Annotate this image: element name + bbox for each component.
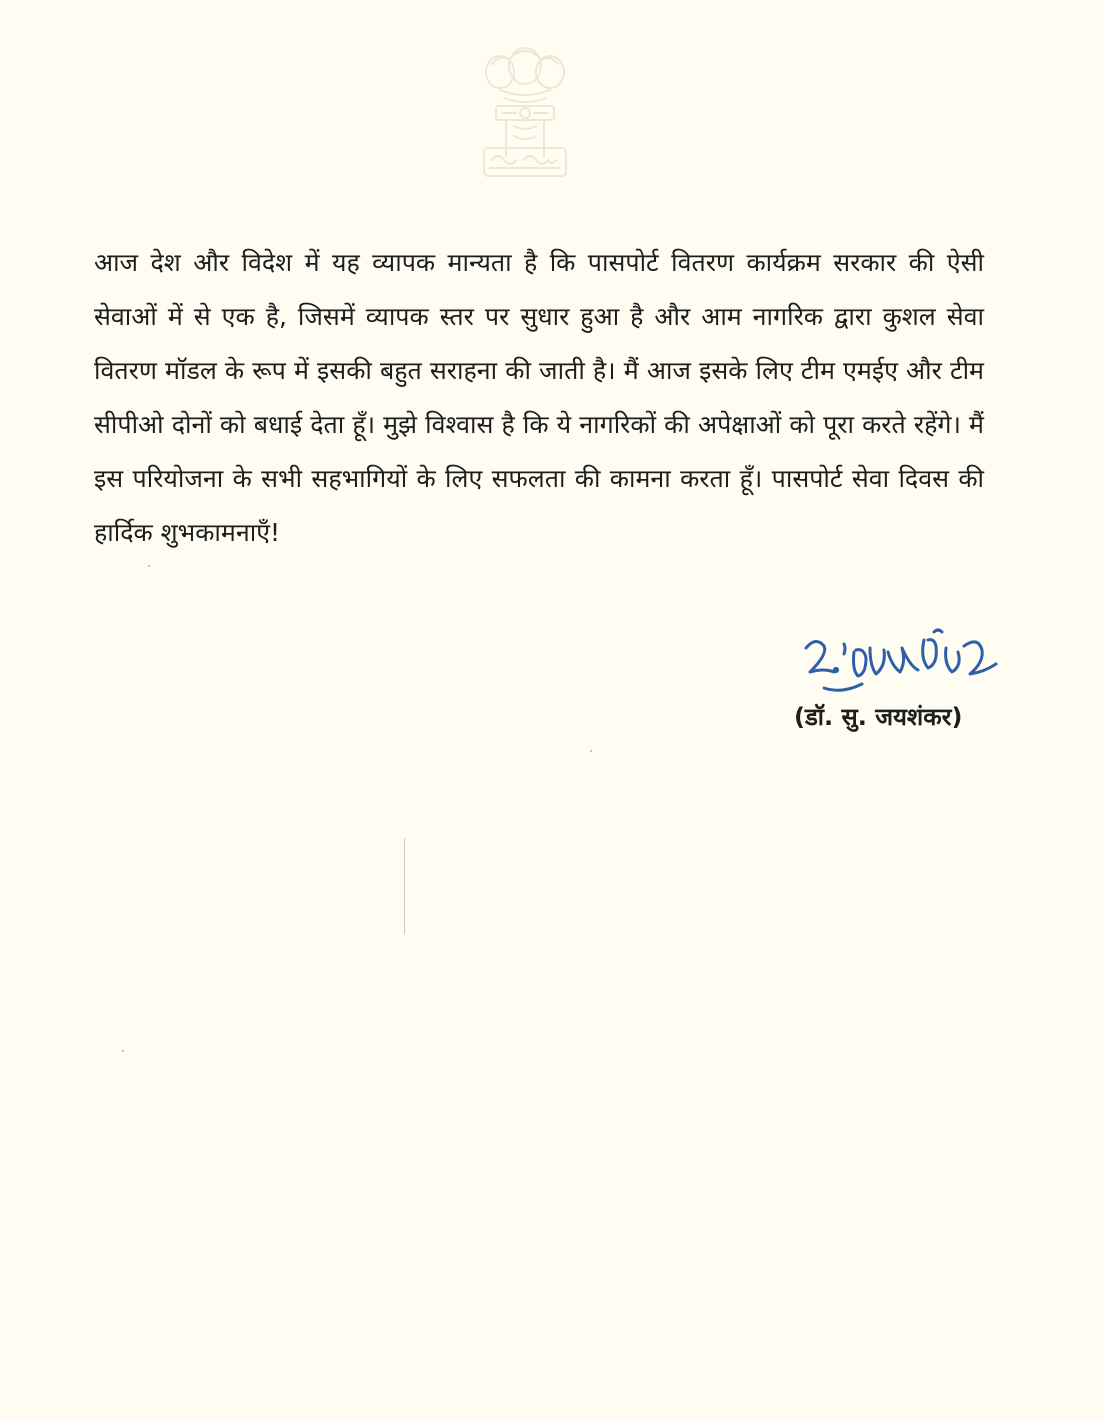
- signatory-name: (डॉ. सु. जयशंकर): [794, 703, 963, 731]
- letter-line: नागरिकों की अपेक्षाओं को पूरा करते रहेंगे। मैं इस परियोजना के सभी सहभागियों के: [94, 410, 984, 493]
- national-emblem-emboss-icon: [470, 36, 580, 186]
- letter-line: लिए सफलता की कामना करता हूँ। पासपोर्ट सेवा दिवस की हार्दिक शुभकामनाएँ!: [94, 464, 984, 547]
- letter-line: आज देश और विदेश में यह व्यापक मान्यता है कि पासपोर्ट वितरण कार्यक्रम सरकार: [94, 248, 909, 277]
- paper-speck: [148, 565, 150, 567]
- paper-fold-mark: [404, 838, 405, 934]
- letter-line: इसके लिए टीम एमईए और टीम सीपीओ दोनों को बधाई देता हूँ। मुझे विश्वास है कि ये: [94, 356, 984, 439]
- letter-line: की ऐसी सेवाओं में से एक है, जिसमें व्यापक स्तर पर सुधार हुआ है और आम नागरिक: [94, 248, 984, 331]
- paper-speck: [590, 750, 592, 752]
- letter-line: द्वारा कुशल सेवा वितरण मॉडल के रूप में इसकी बहुत सराहना की जाती है। मैं आज: [94, 302, 984, 385]
- letter-body: [94, 236, 984, 560]
- paper-speck: [122, 1050, 124, 1052]
